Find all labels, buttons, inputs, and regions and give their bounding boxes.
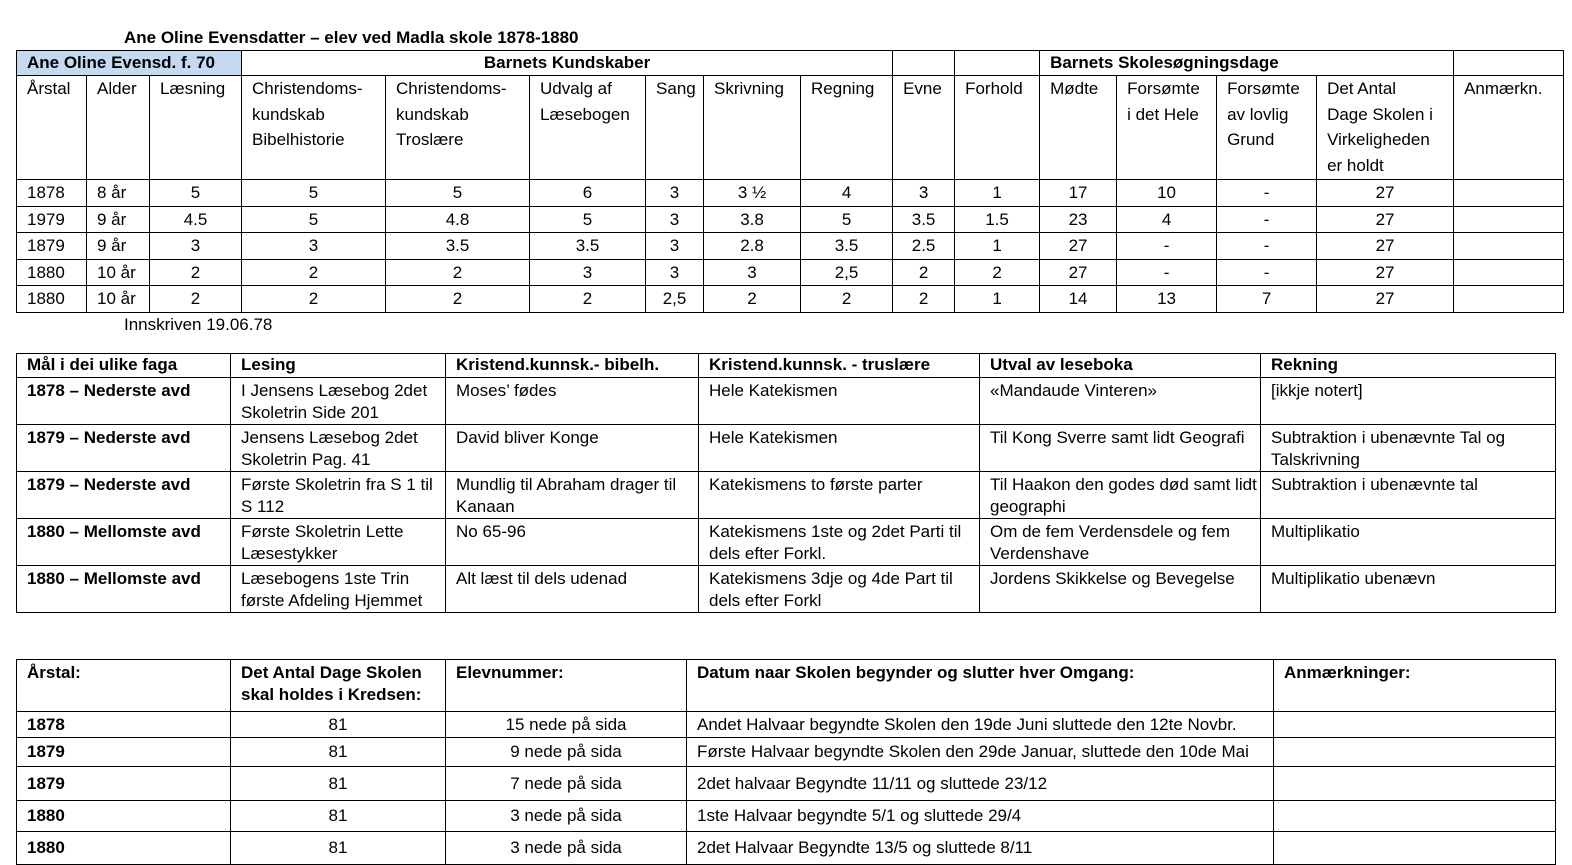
grade-cell: 17 [1040, 180, 1117, 207]
table-row [17, 378, 1556, 425]
header-line: Læsning [160, 79, 226, 98]
grade-cell: 3 [242, 233, 386, 260]
header-line: av lovlig [1227, 104, 1289, 124]
grade-cell: 2 [530, 286, 646, 313]
grade-cell: 27 [1317, 286, 1454, 313]
table-row [17, 259, 1564, 286]
terms-cell [1274, 832, 1556, 865]
grade-cell: 3 [893, 180, 955, 207]
header-line: Alder [97, 79, 137, 98]
grades-header-cell [1117, 76, 1217, 180]
goals-cell: Til Haakon den godes død samt lidt geographi [980, 472, 1261, 519]
grade-cell: 14 [1040, 286, 1117, 313]
grade-cell: 2 [955, 259, 1040, 286]
terms-cell: 81 [231, 767, 446, 801]
group-kundskaber: Barnets Kundskaber [242, 51, 893, 76]
grade-cell: 3 [150, 233, 242, 260]
grade-cell: 1 [955, 286, 1040, 313]
header-line: Christendoms- [396, 79, 507, 98]
grade-cell: 1879 [17, 233, 87, 260]
header-line: Troslære [396, 130, 464, 149]
header-line: Sang [656, 79, 696, 98]
goals-header-row [17, 354, 1556, 378]
grades-group-row [17, 51, 1564, 76]
goals-cell: Katekismens 1ste og 2det Parti til dels efter Forkl. [699, 519, 980, 566]
header-line: Forhold [965, 79, 1023, 98]
goals-header-cell: Kristend.kunnsk. - truslære [699, 354, 980, 378]
goals-cell: Hele Katekismen [699, 425, 980, 472]
header-line: Dage Skolen i [1327, 104, 1433, 124]
goals-cell: «Mandaude Vinteren» [980, 378, 1261, 425]
grade-cell: 5 [242, 206, 386, 233]
group-empty [893, 51, 955, 76]
grade-cell: 2,5 [801, 259, 893, 286]
grade-cell: 4 [801, 180, 893, 207]
grade-cell: 2 [150, 259, 242, 286]
goals-row-label: 1879 – Nederste avd [17, 425, 231, 472]
terms-cell: 81 [231, 712, 446, 738]
student-name-cell: Ane Oline Evensd. f. 70 [17, 51, 242, 76]
goals-cell: Katekismens 3dje og 4de Part til dels efter Forkl [699, 566, 980, 613]
terms-header-cell: Årstal: [17, 660, 231, 712]
enrolled-note: Innskriven 19.06.78 [124, 315, 273, 334]
table-row [17, 519, 1556, 566]
goals-cell: Jordens Skikkelse og Bevegelse [980, 566, 1261, 613]
table-row [17, 472, 1556, 519]
table-row [17, 801, 1556, 832]
grade-cell [1454, 233, 1564, 260]
terms-year-cell: 1879 [17, 767, 231, 801]
grades-header-cell [893, 76, 955, 180]
table-row [17, 286, 1564, 313]
header-line: Grund [1227, 130, 1275, 149]
grade-cell: 1878 [17, 180, 87, 207]
terms-header-cell: Datum naar Skolen begynder og slutter hver Omgang: [687, 660, 1274, 712]
header-line: Forsømte [1227, 79, 1300, 98]
goals-row-label: 1880 – Mellomste avd [17, 566, 231, 613]
goals-cell: Subtraktion i ubenævnte Tal og Talskrivning [1261, 425, 1556, 472]
grade-cell: 1979 [17, 206, 87, 233]
goals-cell: Om de fem Verdensdele og fem Verdenshave [980, 519, 1261, 566]
terms-cell: 2det halvaar Begyndte 11/11 og sluttede 23/12 [687, 767, 1274, 801]
grade-cell: 3.5 [386, 233, 530, 260]
grade-cell: 2 [150, 286, 242, 313]
group-skolesogning: Barnets Skolesøgningsdage [1040, 51, 1454, 76]
grades-header-cell [955, 76, 1040, 180]
grade-cell [1454, 286, 1564, 313]
header-line: er holdt [1327, 155, 1384, 175]
grade-cell: 3.5 [801, 233, 893, 260]
terms-cell: 3 nede på sida [446, 832, 687, 865]
goals-header-cell: Rekning [1261, 354, 1556, 378]
terms-cell: 15 nede på sida [446, 712, 687, 738]
table-row [17, 425, 1556, 472]
table-row [17, 767, 1556, 801]
terms-header-cell: Det Antal Dage Skolen skal holdes i Kredsen: [231, 660, 446, 712]
table-row [17, 233, 1564, 260]
grade-cell: 2 [704, 286, 801, 313]
grade-cell: 4.8 [386, 206, 530, 233]
grade-cell: 3.5 [530, 233, 646, 260]
table-row [17, 180, 1564, 207]
goals-cell: Mundlig til Abraham drager til Kanaan [446, 472, 699, 519]
terms-cell [1274, 801, 1556, 832]
header-line: Regning [811, 79, 875, 98]
grade-cell: 10 år [87, 259, 150, 286]
table-row [17, 206, 1564, 233]
goals-cell: No 65-96 [446, 519, 699, 566]
terms-cell: 2det Halvaar Begyndte 13/5 og sluttede 8/11 [687, 832, 1274, 865]
grade-cell: 5 [530, 206, 646, 233]
grade-cell: 1 [955, 180, 1040, 207]
table-row [17, 738, 1556, 767]
terms-year-cell: 1880 [17, 801, 231, 832]
grade-cell: 5 [801, 206, 893, 233]
terms-year-cell: 1880 [17, 832, 231, 865]
grades-header-cell [646, 76, 704, 180]
goals-cell: Hele Katekismen [699, 378, 980, 425]
goals-header-cell: Utval av leseboka [980, 354, 1261, 378]
header-line: Evne [903, 79, 942, 98]
goals-cell: [ikkje notert] [1261, 378, 1556, 425]
terms-cell [1274, 767, 1556, 801]
grades-header-cell [1040, 76, 1117, 180]
grade-cell: 10 [1117, 180, 1217, 207]
grade-cell: 2 [386, 286, 530, 313]
goals-cell: Første Skoletrin fra S 1 til S 112 [231, 472, 446, 519]
header-line: Anmærkn. [1464, 79, 1543, 98]
terms-table [16, 659, 1556, 865]
goals-header-cell: Lesing [231, 354, 446, 378]
goals-cell: Første Skoletrin Lette Læsestykker [231, 519, 446, 566]
grade-cell: 2.5 [893, 233, 955, 260]
grades-table [16, 50, 1564, 313]
grade-cell: 27 [1317, 233, 1454, 260]
terms-header-row [17, 660, 1556, 712]
grade-cell [1454, 206, 1564, 233]
grade-cell: 10 år [87, 286, 150, 313]
grade-cell: 23 [1040, 206, 1117, 233]
header-line: Mødte [1050, 79, 1099, 98]
grade-cell: 8 år [87, 180, 150, 207]
header-line: kundskab [396, 104, 469, 124]
grades-header-cell [1217, 76, 1317, 180]
grade-cell: 3 [530, 259, 646, 286]
terms-header-cell: Anmærkninger: [1274, 660, 1556, 712]
grade-cell: 1880 [17, 259, 87, 286]
grade-cell: 27 [1317, 180, 1454, 207]
goals-header-cell: Mål i dei ulike faga [17, 354, 231, 378]
header-line: Det Antal [1327, 79, 1397, 98]
header-line: Virkeligheden [1327, 130, 1430, 149]
goals-cell: Læsebogens 1ste Trin første Afdeling Hjemmet [231, 566, 446, 613]
group-empty [1454, 51, 1564, 76]
grade-cell: 9 år [87, 206, 150, 233]
grade-cell: 3.5 [893, 206, 955, 233]
goals-cell: Moses’ fødes [446, 378, 699, 425]
page-title: Ane Oline Evensdatter – elev ved Madla skole 1878-1880 [124, 28, 579, 47]
goals-header-cell: Kristend.kunnsk.- bibelh. [446, 354, 699, 378]
grade-cell: 3 [646, 233, 704, 260]
terms-year-cell: 1879 [17, 738, 231, 767]
grade-cell: 2 [893, 259, 955, 286]
grade-cell: 3.8 [704, 206, 801, 233]
grade-cell: 3 ½ [704, 180, 801, 207]
grade-cell: - [1217, 206, 1317, 233]
goals-cell: Katekismens to første parter [699, 472, 980, 519]
goals-cell: David bliver Konge [446, 425, 699, 472]
header-line: i det Hele [1127, 104, 1199, 124]
goals-cell: Multiplikatio [1261, 519, 1556, 566]
terms-cell: 1ste Halvaar begyndte 5/1 og sluttede 29/4 [687, 801, 1274, 832]
table-row [17, 566, 1556, 613]
terms-cell: 81 [231, 832, 446, 865]
grades-header-cell [704, 76, 801, 180]
header-line: Skrivning [714, 79, 784, 98]
grade-cell: - [1217, 259, 1317, 286]
header-line: Bibelhistorie [252, 130, 345, 149]
grade-cell: 9 år [87, 233, 150, 260]
grade-cell: - [1217, 233, 1317, 260]
grade-cell: 5 [386, 180, 530, 207]
goals-cell: Jensens Læsebog 2det Skoletrin Pag. 41 [231, 425, 446, 472]
terms-cell: 81 [231, 801, 446, 832]
goals-row-label: 1879 – Nederste avd [17, 472, 231, 519]
grade-cell: 5 [150, 180, 242, 207]
goals-cell: Multiplikatio ubenævn [1261, 566, 1556, 613]
grade-cell: 13 [1117, 286, 1217, 313]
terms-header-cell: Elevnummer: [446, 660, 687, 712]
table-row [17, 832, 1556, 865]
header-line: Forsømte [1127, 79, 1200, 98]
grade-cell: - [1217, 180, 1317, 207]
terms-cell: 81 [231, 738, 446, 767]
table-row [17, 712, 1556, 738]
grade-cell: - [1117, 259, 1217, 286]
group-empty [955, 51, 1040, 76]
terms-cell [1274, 738, 1556, 767]
grade-cell [1454, 259, 1564, 286]
grades-header-cell [530, 76, 646, 180]
grade-cell: 3 [646, 206, 704, 233]
grade-cell: 1 [955, 233, 1040, 260]
grades-header-row [17, 76, 1564, 180]
goals-row-label: 1878 – Nederste avd [17, 378, 231, 425]
grades-header-cell [386, 76, 530, 180]
grades-header-cell [87, 76, 150, 180]
grade-cell: 1880 [17, 286, 87, 313]
grade-cell: 2 [242, 259, 386, 286]
grades-header-cell [17, 76, 87, 180]
grade-cell: 4 [1117, 206, 1217, 233]
terms-cell: 7 nede på sida [446, 767, 687, 801]
terms-cell: Andet Halvaar begyndte Skolen den 19de Juni sluttede den 12te Novbr. [687, 712, 1274, 738]
header-line: Læsebogen [540, 104, 630, 124]
terms-cell: Første Halvaar begyndte Skolen den 29de Januar, sluttede den 10de Mai [687, 738, 1274, 767]
grade-cell: 27 [1317, 206, 1454, 233]
goals-cell: I Jensens Læsebog 2det Skoletrin Side 201 [231, 378, 446, 425]
terms-cell: 3 nede på sida [446, 801, 687, 832]
header-line: Årstal [27, 79, 71, 98]
grade-cell: 27 [1040, 259, 1117, 286]
terms-cell: 9 nede på sida [446, 738, 687, 767]
header-line: Christendoms- [252, 79, 363, 98]
grade-cell: 2,5 [646, 286, 704, 313]
terms-cell [1274, 712, 1556, 738]
goals-row-label: 1880 – Mellomste avd [17, 519, 231, 566]
grade-cell: - [1117, 233, 1217, 260]
goals-cell: Til Kong Sverre samt lidt Geografi [980, 425, 1261, 472]
grades-header-cell [1317, 76, 1454, 180]
grade-cell: 5 [242, 180, 386, 207]
grade-cell: 1.5 [955, 206, 1040, 233]
goals-table [16, 353, 1556, 613]
grade-cell: 7 [1217, 286, 1317, 313]
grades-header-cell [242, 76, 386, 180]
grade-cell: 2 [801, 286, 893, 313]
header-line: kundskab [252, 104, 325, 124]
goals-cell: Subtraktion i ubenævnte tal [1261, 472, 1556, 519]
grades-header-cell [1454, 76, 1564, 180]
grade-cell: 2 [386, 259, 530, 286]
grade-cell: 6 [530, 180, 646, 207]
grade-cell: 3 [646, 180, 704, 207]
grade-cell: 27 [1040, 233, 1117, 260]
grade-cell: 2 [893, 286, 955, 313]
grade-cell: 4.5 [150, 206, 242, 233]
goals-cell: Alt læst til dels udenad [446, 566, 699, 613]
grades-header-cell [801, 76, 893, 180]
grade-cell: 2 [242, 286, 386, 313]
grade-cell: 3 [704, 259, 801, 286]
terms-year-cell: 1878 [17, 712, 231, 738]
header-line: Udvalg af [540, 79, 612, 98]
grade-cell: 2.8 [704, 233, 801, 260]
grades-header-cell [150, 76, 242, 180]
grade-cell [1454, 180, 1564, 207]
grade-cell: 27 [1317, 259, 1454, 286]
grade-cell: 3 [646, 259, 704, 286]
